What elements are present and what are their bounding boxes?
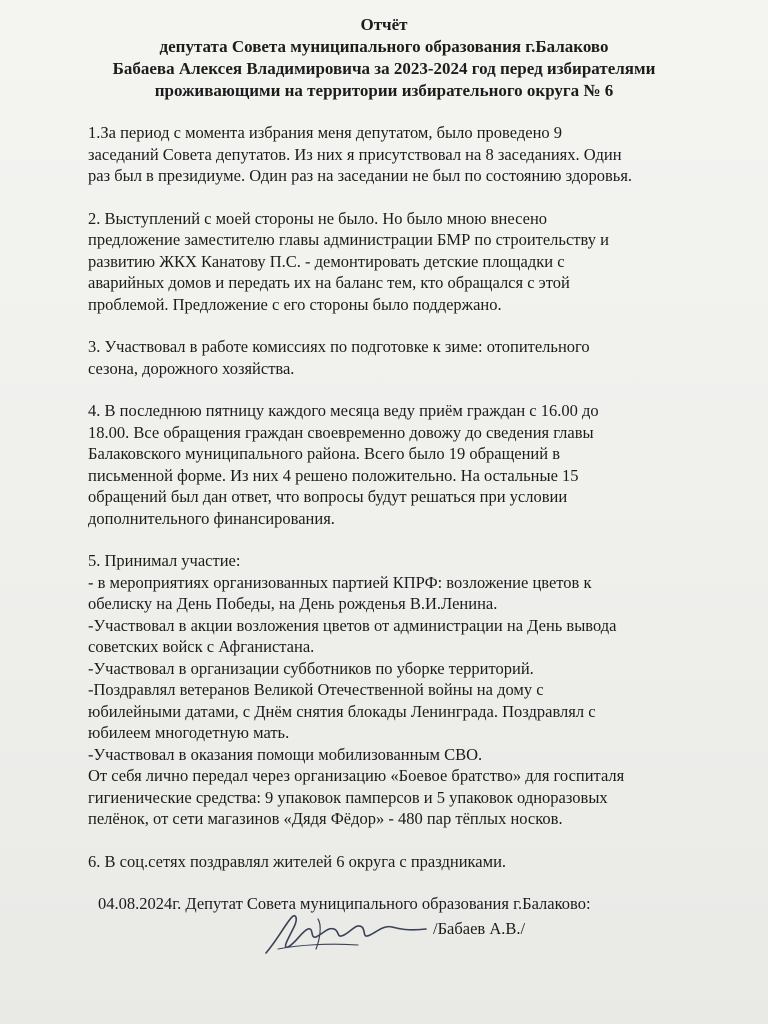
section-5-line-1: 5. Принимал участие:: [88, 551, 241, 570]
paragraph-4: [88, 400, 716, 529]
footer-date-line: 04.08.2024г. Депутат Совета муниципального образования г.Балаково:: [98, 894, 591, 913]
section-5: [88, 550, 716, 830]
paragraph-4-line-5: обращений был дан ответ, что вопросы будут решаться при условии: [88, 487, 568, 506]
paragraph-4-line-6: дополнительного финансирования.: [88, 508, 335, 528]
paragraph-2-line-3: развитию ЖКХ Канатову П.С. - демонтировать детские площадки с: [88, 251, 565, 271]
paragraph-2-line-5: проблемой. Предложение с его стороны было поддержано.: [88, 294, 502, 314]
section-5-line-10: -Участвовал в оказания помощи мобилизованным СВО.: [88, 744, 483, 764]
paragraph-2-line-1: 2. Выступлений с моей стороны не было. Но было мною внесено: [88, 208, 548, 228]
section-5-line-9: юбилеем многодетную мать.: [88, 723, 290, 742]
paragraph-2: [88, 208, 716, 316]
section-5-line-3: обелиску на День Победы, на День рожденья В.И.Ленина.: [88, 594, 498, 613]
title-line-2: депутата Совета муниципального образования г.Балаково: [159, 37, 609, 56]
paragraph-4-line-4: письменной форме. Из них 4 решено положительно. На остальные 15: [88, 465, 579, 485]
section-5-line-6: -Участвовал в организации субботников по уборке территорий.: [88, 658, 534, 678]
paragraph-4-line-1: 4. В последнюю пятницу каждого месяца веду приём граждан с 16.00 до: [88, 401, 599, 420]
section-5-line-13: пелёнок, от сети магазинов «Дядя Фёдор» - 480 пар тёплых носков.: [88, 809, 563, 828]
paragraph-4-line-2: 18.00. Все обращения граждан своевременно довожу до сведения главы: [88, 422, 594, 442]
section-5-line-11: От себя лично передал через организацию «Боевое братство» для госпиталя: [88, 766, 625, 785]
paragraph-3-line-1: 3. Участвовал в работе комиссиях по подготовке к зиме: отопительного: [88, 337, 590, 356]
section-5-line-4: -Участвовал в акции возложения цветов от администрации на День вывода: [88, 615, 617, 635]
title-line-3: Бабаева Алексея Владимировича за 2023-2024 год перед избирателями: [112, 59, 656, 78]
title-line-1: Отчёт: [360, 15, 408, 34]
paragraph-1-line-2: заседаний Совета депутатов. Из них я присутствовал на 8 заседаниях. Один: [88, 144, 622, 164]
title-line-4: проживающими на территории избирательного округа № 6: [154, 81, 614, 100]
signature-row: [88, 917, 716, 963]
section-5-line-12: гигиенические средства: 9 упаковок памперсов и 5 упаковок одноразовых: [88, 787, 608, 807]
paragraph-4-line-3: Балаковского муниципального района. Всего было 19 обращений в: [88, 444, 560, 463]
section-6: 6. В соц.сетях поздравлял жителей 6 округа с праздниками.: [88, 851, 507, 871]
document-title: [52, 14, 716, 102]
section-5-line-7: -Поздравлял ветеранов Великой Отечественной войны на дому с: [88, 680, 544, 699]
section-5-line-8: юбилейными датами, с Днём снятия блокады Ленинграда. Поздравлял с: [88, 701, 596, 721]
paragraph-1-line-1: 1.За период с момента избрания меня депутатом, было проведено 9: [88, 123, 563, 142]
section-5-line-5: советских войск с Афганистана.: [88, 637, 315, 656]
paragraph-1-line-3: раз был в президиуме. Один раз на заседании не был по состоянию здоровья.: [88, 166, 633, 185]
handwritten-signature: [258, 909, 438, 961]
paragraph-2-line-4: аварийных домов и передать их на баланс тем, кто обращался с этой: [88, 273, 570, 292]
section-5-line-2: - в мероприятиях организованных партией КПРФ: возложение цветов к: [88, 572, 592, 592]
paragraph-3: [88, 336, 716, 379]
paragraph-2-line-2: предложение заместителю главы администрации БМР по строительству и: [88, 230, 609, 249]
paragraph-1: [88, 122, 716, 187]
signature-name: /Бабаев А.В./: [433, 918, 526, 938]
paragraph-3-line-2: сезона, дорожного хозяйства.: [88, 358, 295, 378]
